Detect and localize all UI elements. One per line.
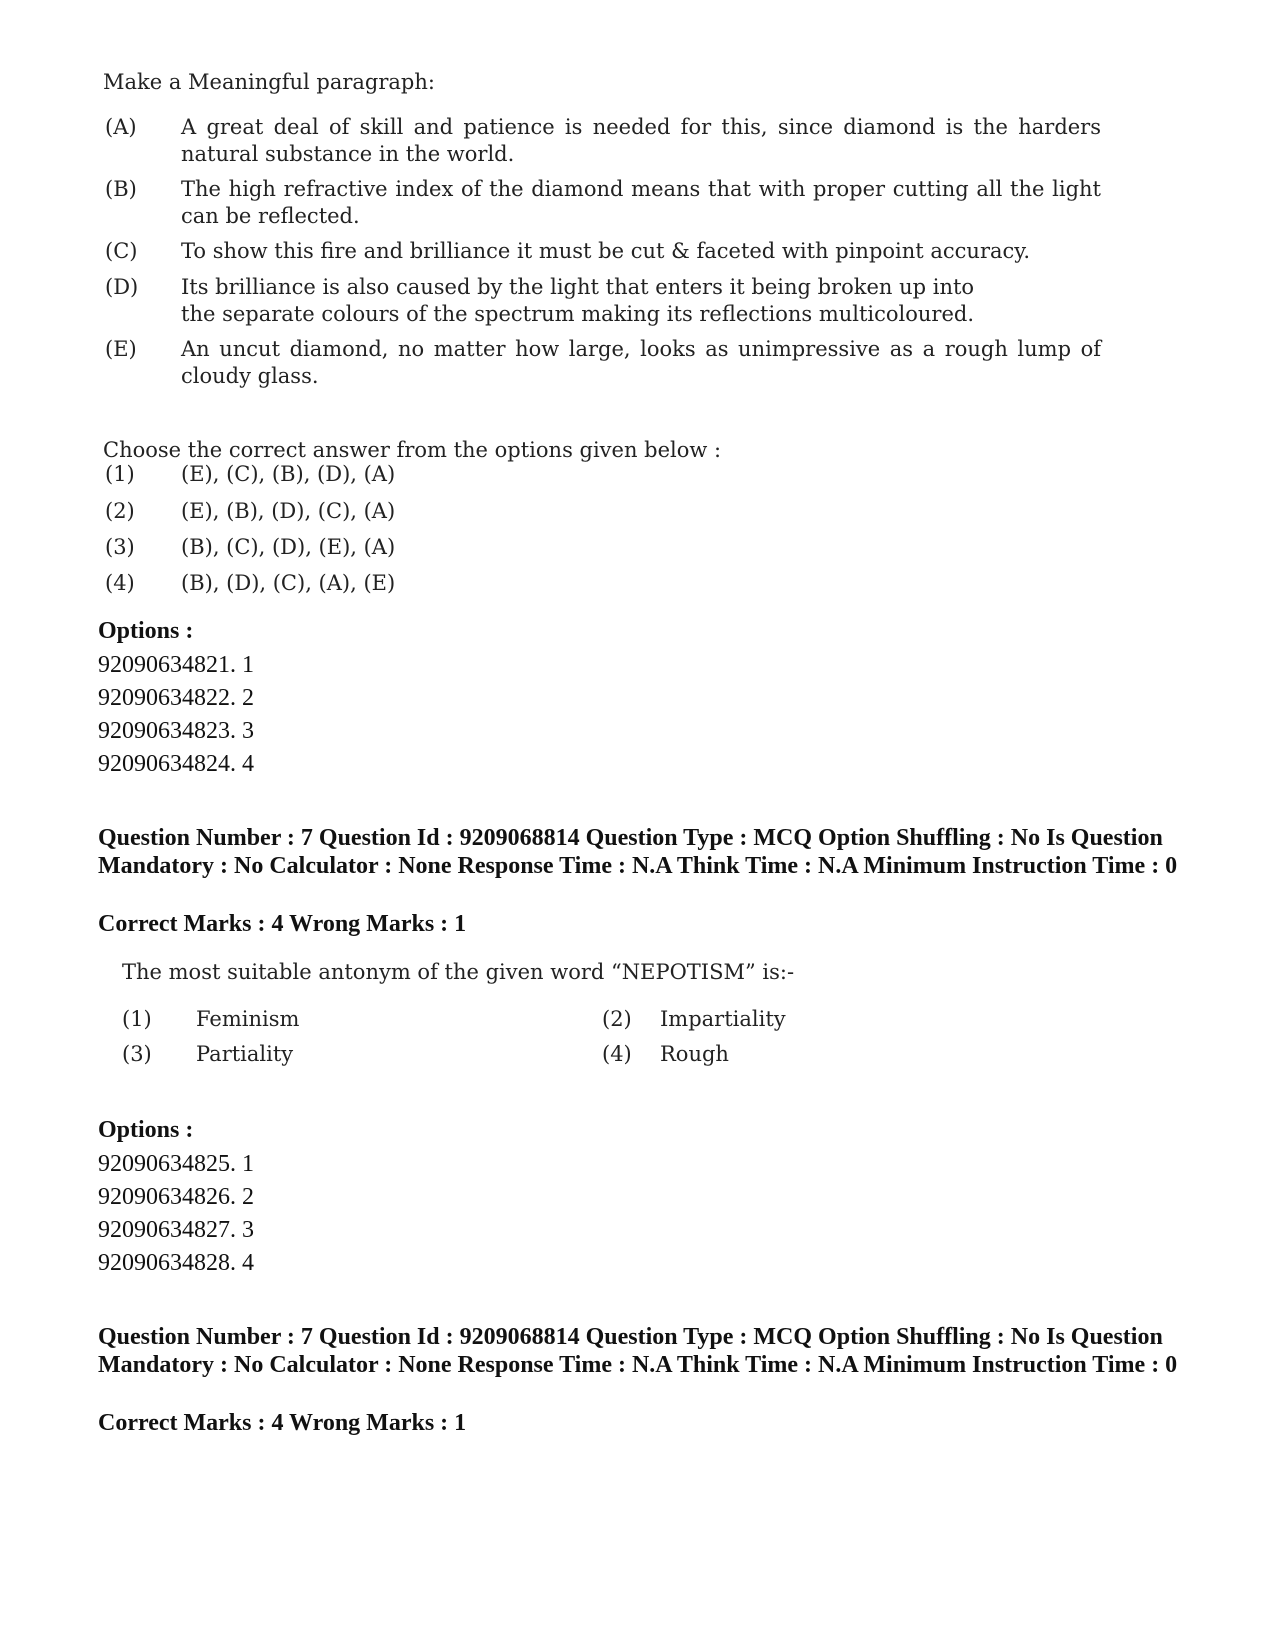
answer-text: (B), (C), (D), (E), (A) xyxy=(181,535,396,559)
answer-label: (3) xyxy=(122,1042,152,1066)
statement-label: (D) xyxy=(105,275,139,299)
marks-line: Correct Marks : 4 Wrong Marks : 1 xyxy=(98,911,467,937)
statement-label: (E) xyxy=(105,337,137,361)
option-id: 92090634821. 1 xyxy=(98,652,254,678)
answer-text: (B), (D), (C), (A), (E) xyxy=(181,571,396,595)
choose-instruction: Choose the correct answer from the options given below : xyxy=(103,438,722,462)
statement-text: A great deal of skill and patience is needed for this, since diamond is the harders natural substance in the world. xyxy=(181,115,1101,166)
answer-text: (E), (C), (B), (D), (A) xyxy=(181,462,396,486)
question-meta: Question Number : 7 Question Id : 9209068814 Question Type : MCQ Option Shuffling : No Is Question Mandatory : No Calculator : None Response Time : N.A Think Time : N.A Minimum Instruction Time : 0 xyxy=(98,1324,1178,1378)
statement-text: To show this fire and brilliance it must be cut & faceted with pinpoint accuracy. xyxy=(181,239,1031,263)
answer-label: (4) xyxy=(602,1042,632,1066)
option-id: 92090634823. 3 xyxy=(98,718,254,744)
answer-label: (2) xyxy=(105,499,135,523)
statement-text: The high refractive index of the diamond means that with proper cutting all the light can be reflected. xyxy=(181,177,1101,228)
question-7-text: The most suitable antonym of the given word “NEPOTISM” is:- xyxy=(122,960,795,984)
answer-label: (1) xyxy=(122,1007,152,1031)
answer-text: (E), (B), (D), (C), (A) xyxy=(181,499,396,523)
statement-label: (C) xyxy=(105,239,138,263)
options-heading: Options : xyxy=(98,1117,194,1143)
option-id: 92090634826. 2 xyxy=(98,1184,254,1210)
option-id: 92090634828. 4 xyxy=(98,1250,254,1276)
question-title: Make a Meaningful paragraph: xyxy=(103,70,435,94)
option-id: 92090634827. 3 xyxy=(98,1217,254,1243)
statement-label: (A) xyxy=(105,115,137,139)
marks-line: Correct Marks : 4 Wrong Marks : 1 xyxy=(98,1410,467,1436)
answer-text: Impartiality xyxy=(660,1007,786,1031)
statement-text: Its brilliance is also caused by the light that enters it being broken up into the separate colours of the spectrum making its reflections multicoloured. xyxy=(181,275,975,326)
answer-label: (2) xyxy=(602,1007,632,1031)
answer-label: (4) xyxy=(105,571,135,595)
statement-text: An uncut diamond, no matter how large, looks as unimpressive as a rough lump of cloudy glass. xyxy=(181,337,1101,388)
answer-label: (1) xyxy=(105,462,135,486)
answer-text: Feminism xyxy=(196,1007,300,1031)
options-heading: Options : xyxy=(98,618,194,644)
answer-label: (3) xyxy=(105,535,135,559)
answer-text: Rough xyxy=(660,1042,729,1066)
option-id: 92090634825. 1 xyxy=(98,1151,254,1177)
option-id: 92090634822. 2 xyxy=(98,685,254,711)
option-id: 92090634824. 4 xyxy=(98,751,254,777)
statement-label: (B) xyxy=(105,177,137,201)
answer-text: Partiality xyxy=(196,1042,294,1066)
question-meta: Question Number : 7 Question Id : 9209068814 Question Type : MCQ Option Shuffling : No Is Question Mandatory : No Calculator : None Response Time : N.A Think Time : N.A Minimum Instruction Time : 0 xyxy=(98,825,1178,879)
